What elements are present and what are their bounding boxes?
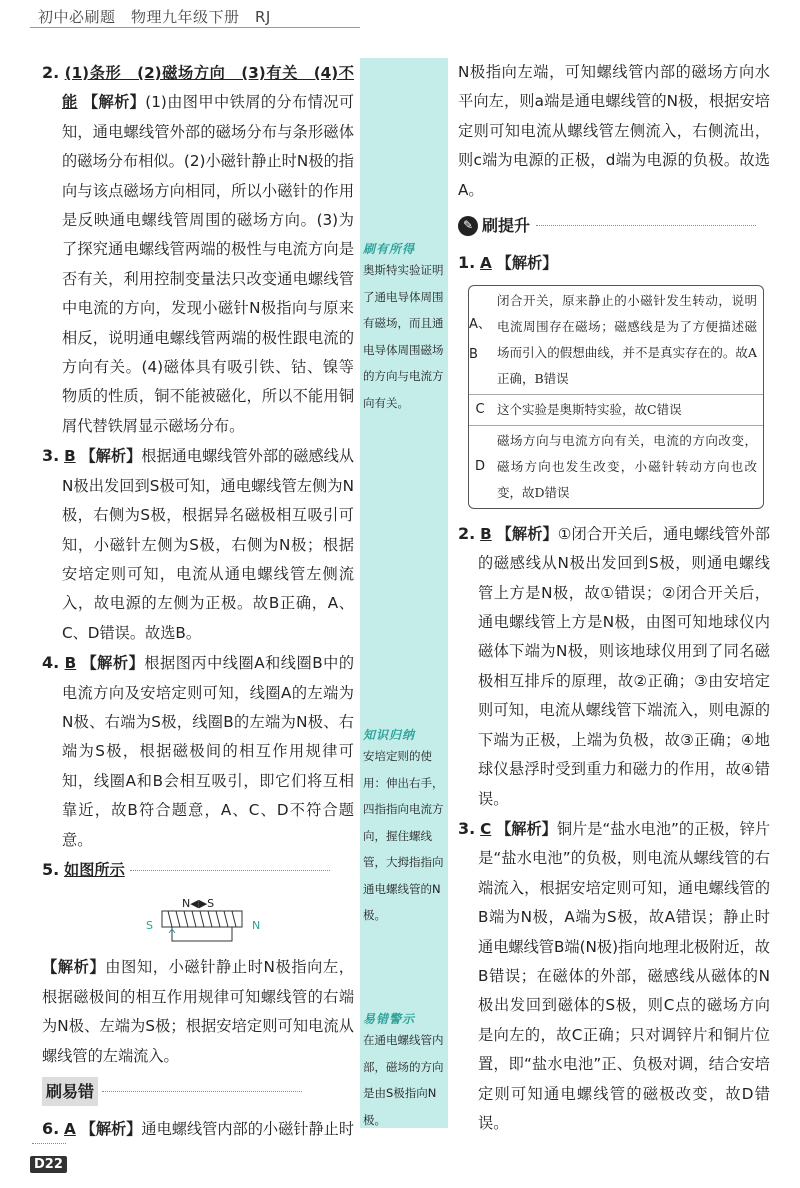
footer-dotted-line	[32, 1143, 66, 1145]
question-5-analysis	[42, 953, 354, 1071]
solenoid-drawing	[152, 889, 262, 949]
section-banner-improve	[458, 211, 770, 240]
left-column	[42, 58, 354, 1145]
page-header: 初中必刷题 物理九年级下册 RJ	[38, 8, 271, 26]
sidebar-title-gain: 刷有所得	[363, 242, 416, 256]
answer: B	[480, 524, 492, 543]
analysis-text: 通电螺线管内部的小磁针静止时	[141, 1120, 355, 1139]
dotted-leader	[130, 870, 330, 871]
answer: B	[64, 447, 76, 466]
analysis-text: 根据图丙中线圈A和线圈B中的电流方向及安培定则可知，线圈A的左端为N极、右端为S极，线圈B的左端为N极、右端为S极，根据磁极间的相互作用规律可知，线圈A和B会相互吸引，即它们将互相靠近，故B符合题意，A、C、D不符合题意。	[62, 654, 355, 849]
right-column	[458, 58, 770, 1138]
question-5	[42, 855, 354, 885]
analysis-tag: 【解析】	[81, 654, 145, 673]
improve-question-3	[458, 814, 770, 1138]
answer: C	[480, 819, 492, 838]
sidebar-text-gain: 奥斯特实验证明了通电导体周围有磁场，而且通电导体周围磁场的方向与电流方向有关。	[363, 263, 444, 410]
analysis-table	[468, 285, 764, 509]
question-6-continued: N极指向左端，可知螺线管内部的磁场方向水平向左，则a端是通电螺线管的N极，根据安培定则可知电流从螺线管左侧流入，右侧流出，则c端为电源的正极，d端为电源的负极。故选A。	[458, 63, 770, 199]
analysis-text: 铜片是“盐水电池”的正极，锌片是“盐水电池”的负极，则电流从螺线管的右端流入，根据安培定则可知，通电螺线管的B端为N极，A端为S极，故A错误；静止时通电螺线管B端(N极)指向地理北极附近，故B错误；在磁体的外部，磁感线从磁体的N极出发回到磁体的S极，则C点的磁场方向是向左的，故C正确；只对调锌片和铜片位置，即“盐水电池”正、负极对调，结合安培定则可知通电螺线管的磁极改变，故D错误。	[478, 819, 771, 1132]
table-row	[469, 395, 763, 426]
solenoid-diagram	[146, 889, 262, 949]
dotted-leader	[102, 1091, 302, 1092]
page-number: D22	[30, 1156, 67, 1173]
row-label: D	[474, 459, 485, 475]
section-title: 刷易错	[42, 1077, 98, 1106]
row-label: A、B	[469, 317, 491, 362]
row-text: 这个实验是奥斯特实验，故C错误	[497, 401, 682, 417]
analysis-text: (1)由图甲中铁屑的分布情况可知，通电螺线管外部的磁场分布与条形磁体的磁场分布相似。(2)小磁针静止时N极的指向与该点磁场方向相同，所以小磁针的作用是反映通电螺线管周围的磁场方向。(3)为了探究通电螺线管两端的极性与电流方向是否有关，利用控制变量法只改变通电螺线管中电流的方向，发现小磁针N极指向与原来相反，说明通电螺线管两端的极性跟电流的方向有关。(4)磁体具有吸引铁、钴、镍等物质的性质，铜不能被磁化，所以不能用铜屑代替铁屑显示磁场分布。	[62, 93, 355, 435]
analysis-text: 由图知，小磁针静止时N极指向左，根据磁极间的相互作用规律可知螺线管的右端为N极、左端为S极；根据安培定则可知电流从螺线管的左端流入。	[42, 958, 354, 1065]
analysis-text: 根据通电螺线管外部的磁感线从N极出发回到S极可知，通电螺线管左侧为N极，右侧为S极，根据异名磁极相互吸引可知，小磁针左侧为S极，右侧为N极；根据安培定则可知，电流从通电螺线管左侧流入，故电源的左侧为正极。故B正确，A、C、D错误。故选B。	[62, 447, 355, 642]
sidebar-block-knowledge	[363, 726, 447, 929]
sidebar-title-knowledge: 知识归纳	[363, 728, 416, 742]
sidebar-title-warning: 易错警示	[363, 1012, 416, 1026]
analysis-tag: 【解析】	[80, 447, 142, 466]
analysis-tag: 【解析】	[496, 254, 558, 273]
row-label: C	[475, 402, 485, 418]
analysis-tag: 【解析】	[80, 1120, 142, 1139]
analysis-tag: 【解析】	[42, 958, 106, 977]
pole-left-label: S	[146, 919, 153, 933]
question-number: 1.	[458, 253, 476, 273]
row-text: 磁场方向与电流方向有关，电流的方向改变，磁场方向也发生改变，小磁针转动方向也改变，故D错误	[497, 432, 757, 500]
question-4	[42, 648, 354, 855]
question-2	[42, 58, 354, 441]
question-3	[42, 441, 354, 648]
question-number: 3.	[458, 818, 476, 838]
question-number: 6.	[42, 1119, 60, 1139]
sidebar-strip	[360, 58, 448, 1128]
analysis-text: ①闭合开关后，通电螺线管外部的磁感线从N极出发回到S极，则通电螺线管上方是N极，故①错误；②闭合开关后，通电螺线管上方是N极，由图可知地球仪内磁体下端为N极，则该地球仪用到了同名磁极相互排斥的原理，故②正确；③由安培定则可知，电流从螺线管下端流入，则电源的下端为正极，上端为负极，故③正确；④地球仪悬浮时受到重力和磁力的作用，故④错误。	[478, 524, 771, 808]
improve-question-2	[458, 519, 770, 814]
answer: A	[64, 1120, 76, 1139]
row-text: 闭合开关，原来静止的小磁针发生转动，说明电流周围存在磁场；磁感线是为了方便描述磁场而引入的假想曲线，并不是真实存在的。故A正确，B错误	[497, 292, 757, 386]
question-number: 4.	[42, 653, 60, 673]
compass-label: N◀▶S	[182, 897, 215, 911]
table-row	[469, 426, 763, 508]
answer: A	[480, 254, 492, 273]
section-banner-easy-error	[42, 1077, 354, 1106]
table-row	[469, 286, 763, 395]
question-number: 2.	[458, 523, 476, 543]
question-number: 5.	[42, 859, 60, 879]
improve-question-1	[458, 248, 770, 278]
section-title: 刷提升	[482, 216, 531, 236]
pole-right-label: N	[252, 919, 261, 933]
question-number: 2.	[42, 63, 60, 82]
question-number: 3.	[42, 446, 60, 466]
analysis-tag: 【解析】	[496, 524, 558, 543]
header-divider	[30, 27, 360, 28]
pencil-icon: ✎	[458, 216, 478, 236]
page-footer	[30, 1153, 67, 1173]
sidebar-text-warning: 在通电螺线管内部，磁场的方向是由S极指向N极。	[363, 1033, 444, 1127]
dotted-leader	[536, 225, 756, 226]
answer: B	[64, 654, 77, 673]
sidebar-block-gain	[363, 240, 447, 416]
answer: (1)条形 (2)磁场方向 (3)有关 (4)不能	[62, 64, 354, 112]
answer: 如图所示	[64, 860, 125, 879]
sidebar-block-warning	[363, 1010, 447, 1133]
question-6	[42, 1114, 354, 1144]
analysis-tag: 【解析】	[82, 93, 146, 112]
sidebar-text-knowledge: 安培定则的使用：伸出右手，四指指向电流方向，握住螺线管，大拇指指向通电螺线管的N极。	[363, 749, 444, 922]
analysis-tag: 【解析】	[496, 819, 557, 838]
